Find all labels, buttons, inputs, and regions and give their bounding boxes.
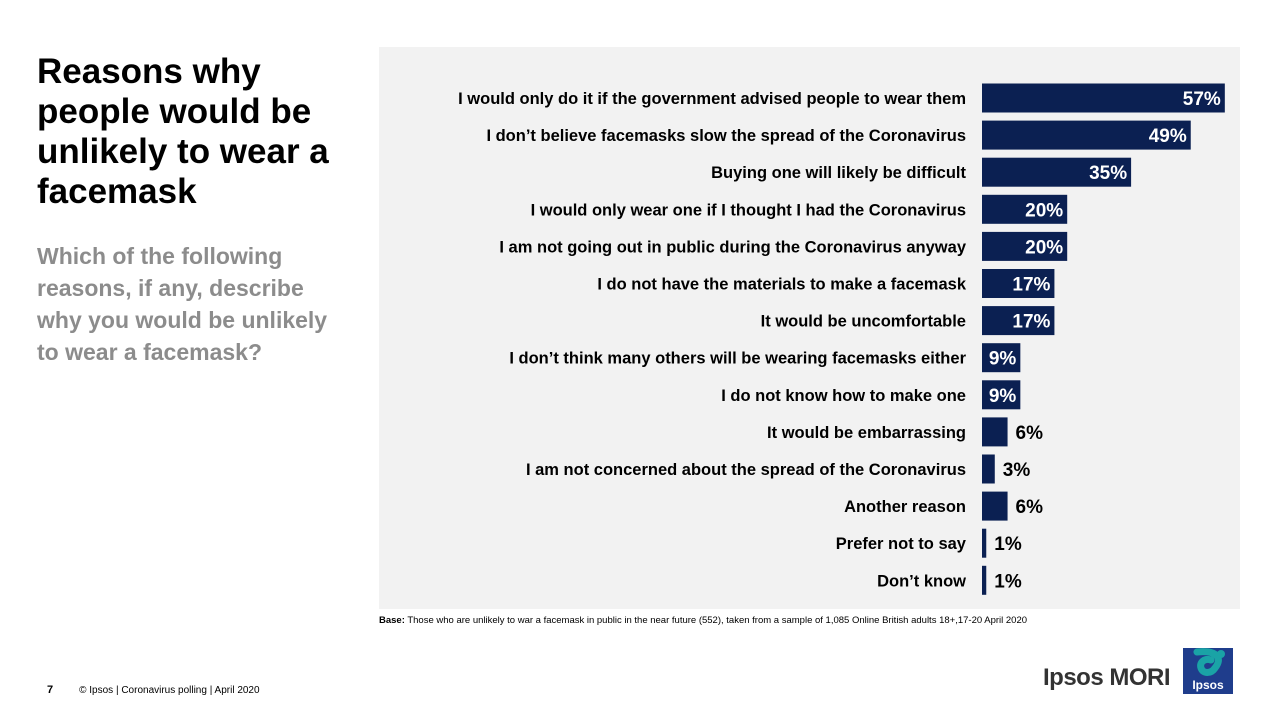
bar (982, 455, 995, 484)
category-label: I would only do it if the government advised people to wear them (458, 90, 966, 108)
brand-name: Ipsos MORI (1043, 664, 1171, 691)
category-label: I am not concerned about the spread of the Coronavirus (525, 461, 966, 479)
value-label: 3% (1002, 460, 1031, 481)
category-label: Buying one will likely be difficult (711, 164, 966, 183)
category-label: I am not going out in public during the Coronavirus anyway (499, 238, 966, 257)
category-label: It would be embarrassing (767, 423, 966, 442)
ipsos-logo-icon (1183, 648, 1233, 694)
bar (982, 417, 1008, 446)
category-label: Another reason (844, 498, 966, 517)
value-label: 20% (1025, 200, 1064, 222)
copyright-text: © Ipsos | Coronavirus polling | April 2020 (79, 685, 260, 696)
value-label: 49% (1148, 126, 1187, 148)
value-label: 9% (988, 385, 1017, 407)
value-label: 17% (1012, 274, 1051, 296)
category-label: Prefer not to say (835, 535, 966, 554)
value-label: 1% (994, 534, 1022, 556)
category-label: I would only wear one if I thought I had the Coronavirus (530, 201, 966, 220)
category-label: I don’t believe facemasks slow the spread of the Coronavirus (486, 127, 966, 146)
value-label: 17% (1012, 311, 1051, 333)
base-label: Base: (379, 615, 405, 626)
value-label: 9% (988, 348, 1017, 370)
question-text: Which of the following reasons, if any, describe why you would be unlikely to wear a facemask? (37, 243, 328, 365)
value-label: 20% (1025, 237, 1064, 259)
value-label: 35% (1089, 163, 1128, 185)
category-label: I don’t think many others will be wearing facemasks either (509, 349, 966, 368)
bar (982, 529, 986, 558)
bar (982, 566, 986, 595)
category-label: Don’t know (877, 572, 966, 591)
footer (47, 684, 260, 696)
category-label: It would be uncomfortable (760, 312, 966, 331)
bar (982, 492, 1008, 521)
base-text: Those who are unlikely to war a facemask in public in the near future (552), taken from a sample of 1,085 Online British adults 18+,17-20 April 2020 (407, 615, 1028, 626)
value-label: 1% (994, 571, 1022, 593)
value-label: 6% (1015, 497, 1044, 519)
value-label: 57% (1182, 89, 1221, 110)
slide-title: Reasons why people would be unlikely to wear a facemask (37, 52, 329, 211)
category-label: I do not have the materials to make a facemask (597, 275, 966, 294)
category-label: I do not know how to make one (721, 386, 966, 405)
page-number: 7 (47, 684, 54, 696)
base-note (379, 615, 1239, 626)
chart-panel (379, 47, 1240, 609)
logo-text: Ipsos (1192, 678, 1224, 692)
bar-chart (379, 47, 1240, 609)
value-label: 6% (1015, 422, 1044, 444)
